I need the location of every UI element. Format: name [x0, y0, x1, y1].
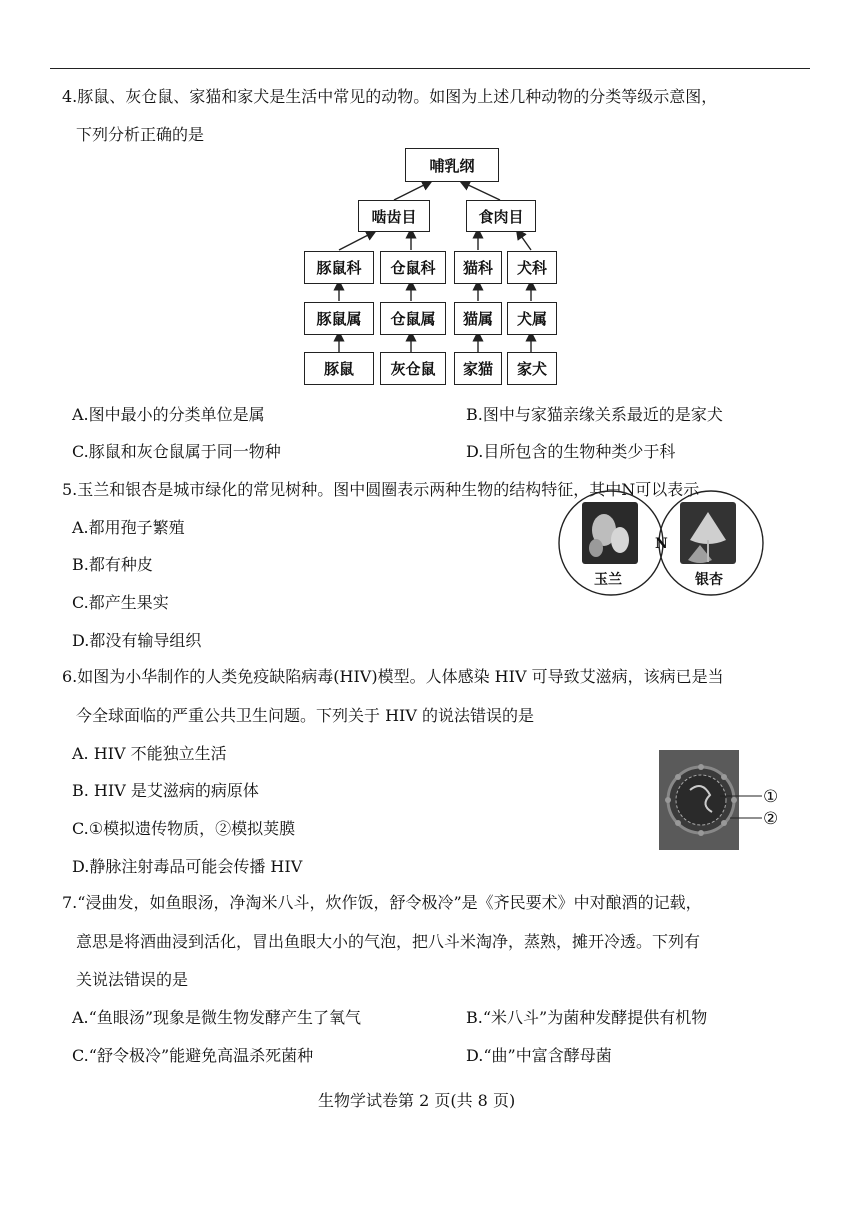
species-box-hamster: 灰仓鼠 — [380, 352, 446, 385]
venn-overlap-label: N — [655, 536, 668, 552]
q7-option-b[interactable]: B.“米八斗”为菌种发酵提供有机物 — [466, 1008, 708, 1027]
q6-option-a[interactable]: A. HIV 不能独立生活 — [72, 744, 227, 763]
q6-stem-line1: 6.如图为小华制作的人类免疫缺陷病毒(HIV)模型。人体感染 HIV 可导致艾滋病，该病已是当 — [62, 667, 724, 686]
q6-option-c[interactable]: C.①模拟遗传物质，②模拟荚膜 — [72, 819, 296, 838]
q7-stem-line3: 关说法错误的是 — [76, 970, 189, 989]
species-box-cat: 家猫 — [454, 352, 502, 385]
species-box-guinea-pig: 豚鼠 — [304, 352, 374, 385]
genus-box-guinea-pig: 豚鼠属 — [304, 302, 374, 335]
q5-stem: 5.玉兰和银杏是城市绿化的常见树种。图中圆圈表示两种生物的结构特征，其中N可以表示 — [62, 480, 700, 499]
q4-stem-line2: 下列分析正确的是 — [76, 125, 205, 144]
q6-stem-line2: 今全球面临的严重公共卫生问题。下列关于 HIV 的说法错误的是 — [76, 706, 535, 725]
venn-left-label: 玉兰 — [594, 572, 622, 588]
venn-right-label: 银杏 — [695, 572, 723, 588]
q5-option-a[interactable]: A.都用孢子繁殖 — [72, 518, 185, 537]
family-box-dog: 犬科 — [507, 251, 557, 284]
hiv-marker-1: ① — [763, 787, 779, 807]
q4-option-a[interactable]: A.图中最小的分类单位是属 — [72, 405, 265, 424]
q5-option-d[interactable]: D.都没有输导组织 — [72, 631, 202, 650]
q4-option-d[interactable]: D.目所包含的生物种类少于科 — [466, 442, 676, 461]
q4-option-c[interactable]: C.豚鼠和灰仓鼠属于同一物种 — [72, 442, 281, 461]
q7-stem-line2: 意思是将酒曲浸到活化，冒出鱼眼大小的气泡，把八斗米淘净，蒸熟，摊开冷透。下列有 — [76, 932, 701, 951]
genus-box-cat: 猫属 — [454, 302, 502, 335]
genus-box-hamster: 仓鼠属 — [380, 302, 446, 335]
family-box-hamster: 仓鼠科 — [380, 251, 446, 284]
q6-option-b[interactable]: B. HIV 是艾滋病的病原体 — [72, 781, 259, 800]
q4-stem-line1: 4.豚鼠、灰仓鼠、家猫和家犬是生活中常见的动物。如图为上述几种动物的分类等级示意图， — [62, 87, 718, 106]
q4-option-b[interactable]: B.图中与家猫亲缘关系最近的是家犬 — [466, 405, 723, 424]
family-box-guinea-pig: 豚鼠科 — [304, 251, 374, 284]
q7-option-a[interactable]: A.“鱼眼汤”现象是微生物发酵产生了氧气 — [72, 1008, 362, 1027]
page-footer: 生物学试卷第 2 页(共 8 页) — [318, 1091, 516, 1110]
species-box-dog: 家犬 — [507, 352, 557, 385]
q7-stem-line1: 7.“浸曲发，如鱼眼汤，净淘米八斗，炊作饭，舒令极冷”是《齐民要术》中对酿酒的记载， — [62, 893, 702, 912]
family-box-cat: 猫科 — [454, 251, 502, 284]
q6-option-d[interactable]: D.静脉注射毒品可能会传播 HIV — [72, 857, 303, 876]
q7-option-c[interactable]: C.“舒令极冷”能避免高温杀死菌种 — [72, 1046, 314, 1065]
order-box-carnivora: 食肉目 — [466, 200, 536, 232]
class-box: 哺乳纲 — [405, 148, 499, 182]
q5-option-c[interactable]: C.都产生果实 — [72, 593, 169, 612]
q5-option-b[interactable]: B.都有种皮 — [72, 555, 153, 574]
q7-option-d[interactable]: D.“曲”中富含酵母菌 — [466, 1046, 612, 1065]
order-box-rodentia: 啮齿目 — [358, 200, 430, 232]
genus-box-dog: 犬属 — [507, 302, 557, 335]
hiv-marker-2: ② — [763, 809, 779, 829]
